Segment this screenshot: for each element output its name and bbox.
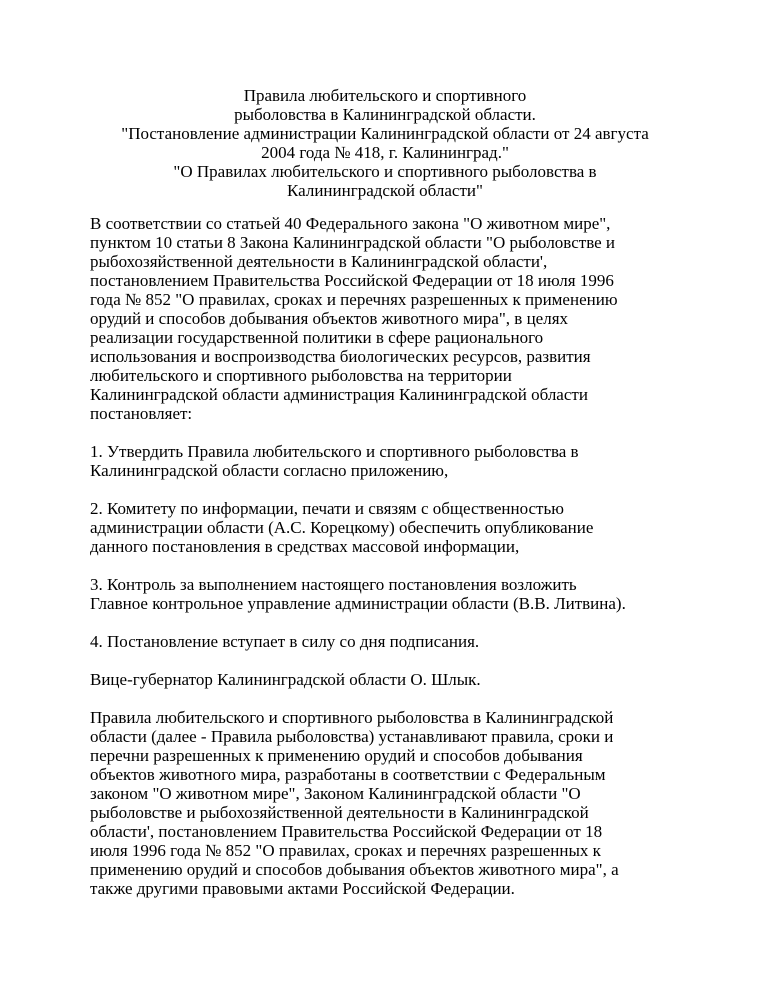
text-line: использования и воспроизводства биологических ресурсов, развития [90, 347, 591, 366]
title-line: "Постановление администрации Калининградской области от 24 августа [121, 124, 649, 143]
text-line: применению орудий и способов добывания объектов животного мира", а [90, 860, 619, 879]
text-line: данного постановления в средствах массовой информации, [90, 537, 520, 556]
text-line: постановлением Правительства Российской Федерации от 18 июля 1996 [90, 271, 614, 290]
text-line: постановляет: [90, 404, 193, 423]
text-line: 1. Утвердить Правила любительского и спортивного рыболовства в [90, 442, 579, 461]
text-line: Правила любительского и спортивного рыболовства в Калининградской [90, 708, 614, 727]
text-line: Главное контрольное управление администрации области (В.В. Литвина). [90, 594, 626, 613]
text-line: Калининградской области согласно приложению, [90, 461, 449, 480]
text-line: 4. Постановление вступает в силу со дня подписания. [90, 632, 480, 651]
text-line: Вице-губернатор Калининградской области О. Шлык. [90, 670, 481, 689]
rules-intro-paragraph [90, 708, 680, 898]
title-line: Правила любительского и спортивного [243, 86, 527, 105]
text-line: объектов животного мира, разработаны в соответствии с Федеральным [90, 765, 606, 784]
text-line: области', постановлением Правительства Российской Федерации от 18 [90, 822, 603, 841]
text-line: также другими правовыми актами Российской Федерации. [90, 879, 515, 898]
text-line: В соответствии со статьей 40 Федерального закона "О животном мире", [90, 214, 611, 233]
text-line: рыболовстве и рыбохозяйственной деятельности в Калининградской [90, 803, 589, 822]
title-line: рыболовства в Калининградской области. [234, 105, 536, 124]
title-line: "О Правилах любительского и спортивного рыболовства в [173, 162, 597, 181]
text-line: рыбохозяйственной деятельности в Калининградской области', [90, 252, 548, 271]
title-line: Калининградской области" [287, 181, 483, 200]
text-line: года № 852 "О правилах, сроках и перечнях разрешенных к применению [90, 290, 618, 309]
item-4-paragraph [90, 632, 680, 651]
text-line: законом "О животном мире", Законом Калининградской области "О [90, 784, 581, 803]
signature-paragraph [90, 670, 680, 689]
text-line: перечни разрешенных к применению орудий и способов добывания [90, 746, 583, 765]
text-line: июля 1996 года № 852 "О правилах, сроках и перечнях разрешенных к [90, 841, 601, 860]
text-line: администрации области (А.С. Корецкому) обеспечить опубликование [90, 518, 594, 537]
preamble-paragraph [90, 214, 680, 423]
document-body [90, 214, 680, 917]
item-1-paragraph [90, 442, 680, 480]
title-line: 2004 года № 418, г. Калининград." [261, 143, 509, 162]
text-line: реализации государственной политики в сфере рационального [90, 328, 544, 347]
item-3-paragraph [90, 575, 680, 613]
text-line: Калининградской области администрация Калининградской области [90, 385, 588, 404]
text-line: 2. Комитету по информации, печати и связям с общественностью [90, 499, 564, 518]
text-line: любительского и спортивного рыболовства на территории [90, 366, 512, 385]
text-line: пунктом 10 статьи 8 Закона Калининградской области "О рыболовстве и [90, 233, 616, 252]
text-line: области (далее - Правила рыболовства) устанавливают правила, сроки и [90, 727, 614, 746]
text-line: 3. Контроль за выполнением настоящего постановления возложить [90, 575, 577, 594]
text-line: орудий и способов добывания объектов животного мира", в целях [90, 309, 569, 328]
item-2-paragraph [90, 499, 680, 556]
document-title [90, 86, 680, 200]
